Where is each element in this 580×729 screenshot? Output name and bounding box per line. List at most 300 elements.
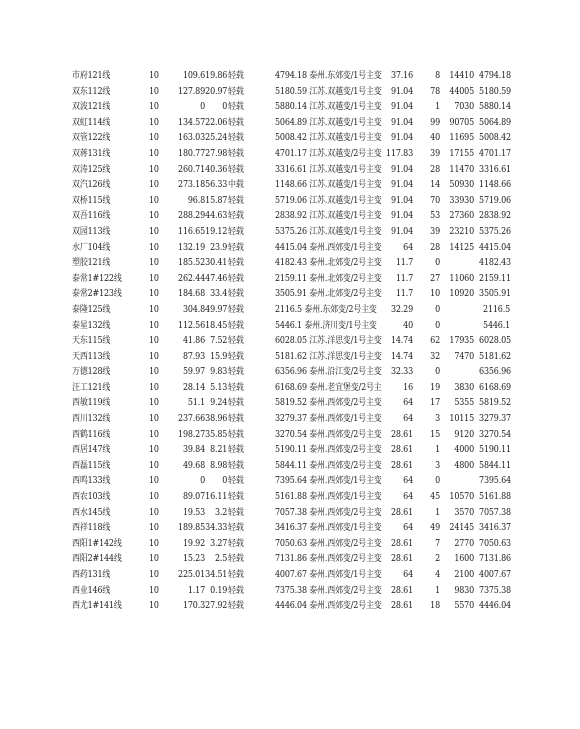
load-rate-cell (205, 536, 244, 552)
load-status-cell (250, 427, 272, 443)
substation-label: 江苏.双越变/1号主变 (309, 194, 382, 206)
capacity-cell: 64 (403, 569, 413, 580)
load-status-label: 轻载 (228, 381, 244, 393)
amount-cell (445, 473, 474, 489)
count-cell: 0 (435, 319, 440, 331)
remaining-capacity-cell: 5180.59 (479, 85, 511, 97)
remaining-capacity-cell: 5719.06 (479, 194, 511, 206)
line-name-cell: 泰常2#123线 (72, 288, 122, 300)
line-name-cell: 双园113线 (72, 225, 111, 237)
capacity-cell: 91.04 (390, 210, 413, 222)
load-status-label: 轻载 (228, 350, 244, 362)
load-rate-cell (205, 427, 244, 443)
voltage-cell: 10 (149, 600, 159, 612)
load-status-cell (250, 146, 272, 162)
load-status-cell (250, 333, 272, 349)
location-cell (275, 536, 382, 552)
current-cell: 51.1 (187, 397, 205, 409)
current-cell: 15.23 (182, 553, 205, 565)
location-cell (275, 473, 382, 489)
line-name-cell: 西鹤116线 (72, 428, 111, 440)
amount-cell: 17935 (449, 335, 474, 347)
table-row (72, 583, 510, 599)
location-cell (275, 130, 382, 146)
load-status-label: 轻载 (228, 272, 244, 284)
remaining-load-value: 7050.63 (275, 537, 307, 549)
voltage-cell: 10 (149, 381, 159, 393)
current-cell: 198.27 (178, 428, 205, 440)
voltage-cell: 10 (149, 70, 159, 81)
voltage-cell: 10 (149, 413, 159, 425)
load-status-label: 轻载 (228, 101, 244, 113)
voltage-cell: 10 (149, 132, 159, 144)
voltage-cell: 10 (149, 85, 159, 97)
substation-label: 泰州.东郊变/2号主变 (304, 303, 377, 315)
capacity-cell: 40 (403, 319, 413, 331)
current-cell: 304.8 (182, 303, 205, 315)
current-cell: 170.3 (182, 600, 205, 612)
remaining-capacity-cell: 4007.67 (479, 569, 511, 580)
voltage-cell: 10 (149, 116, 159, 128)
count-cell: 1 (435, 584, 440, 596)
remaining-load-value: 3505.91 (275, 288, 307, 300)
load-status-label: 轻载 (228, 569, 244, 580)
count-cell: 53 (430, 210, 440, 222)
remaining-load-value: 1148.66 (275, 179, 307, 191)
capacity-cell: 37.16 (390, 70, 413, 81)
amount-cell: 4000 (454, 444, 474, 456)
capacity-cell: 28.61 (390, 444, 413, 456)
line-name-cell: 西业146线 (72, 584, 111, 596)
load-rate-value: 33.4 (210, 288, 228, 300)
substation-label: 泰州.东郊变/1号主变 (309, 70, 382, 81)
remaining-load-value: 4182.43 (275, 257, 307, 269)
load-rate-value: 38.96 (205, 413, 228, 425)
line-name-cell: 泰隆125线 (72, 303, 111, 315)
line-name-cell: 双虹114线 (72, 116, 111, 128)
remaining-capacity-cell: 6356.96 (479, 366, 511, 378)
load-status-label: 轻载 (228, 475, 244, 487)
load-rate-cell (205, 380, 244, 396)
amount-cell: 11470 (449, 163, 474, 175)
remaining-load-value: 4446.04 (275, 600, 307, 612)
line-name-cell: 天东115线 (72, 335, 111, 347)
load-status-label: 轻载 (228, 506, 244, 518)
amount-cell: 23210 (449, 225, 474, 237)
count-cell: 14 (430, 179, 440, 191)
capacity-cell: 91.04 (390, 116, 413, 128)
load-rate-cell (205, 208, 244, 224)
amount-cell: 17155 (449, 147, 474, 159)
remaining-capacity-cell: 4415.04 (479, 241, 511, 253)
load-status-label: 轻载 (228, 444, 244, 456)
load-rate-value: 8.21 (210, 444, 228, 456)
substation-label: 泰州.济川变/1号主变 (304, 319, 377, 331)
load-status-label: 中载 (228, 179, 244, 191)
voltage-cell: 10 (149, 397, 159, 409)
substation-label: 泰州.北郊变/2号主变 (309, 272, 382, 284)
load-rate-value: 0.19 (210, 584, 228, 596)
load-rate-value: 27.92 (205, 600, 228, 612)
substation-label: 泰州.西郊变/1号主变 (309, 569, 382, 580)
count-cell: 8 (435, 70, 440, 81)
substation-label: 江苏.双越变/1号主变 (309, 132, 382, 144)
location-cell (275, 583, 382, 599)
table-row (72, 411, 510, 427)
load-rate-value: 9.24 (210, 397, 228, 409)
load-status-cell (250, 240, 272, 256)
line-name-cell: 西敏119线 (72, 397, 111, 409)
location-cell (275, 442, 382, 458)
load-status-label: 轻载 (228, 366, 244, 378)
remaining-capacity-cell: 6028.05 (479, 335, 511, 347)
load-status-cell (250, 364, 272, 380)
amount-cell: 50930 (449, 179, 474, 191)
current-cell: 96.8 (187, 194, 205, 206)
location-cell (275, 193, 382, 209)
substation-label: 江苏.双越变/1号主变 (309, 210, 382, 222)
substation-label: 江苏.双越变/1号主变 (309, 179, 382, 191)
load-status-label: 轻载 (228, 147, 244, 159)
remaining-load-value: 5719.06 (275, 194, 307, 206)
location-cell (275, 411, 382, 427)
voltage-cell: 10 (149, 210, 159, 222)
table-row (72, 302, 510, 318)
load-status-cell (250, 99, 272, 115)
load-status-cell (250, 395, 272, 411)
load-status-cell (250, 489, 272, 505)
load-rate-cell (205, 146, 244, 162)
amount-cell: 3570 (454, 506, 474, 518)
remaining-capacity-cell: 3279.37 (479, 413, 511, 425)
load-rate-cell (205, 489, 244, 505)
remaining-capacity-cell: 4446.04 (479, 600, 511, 612)
current-cell: 132.19 (178, 241, 205, 253)
remaining-load-value: 6168.69 (275, 381, 307, 393)
load-status-label: 轻载 (228, 288, 244, 300)
load-rate-cell (205, 583, 244, 599)
load-rate-value: 19.12 (205, 225, 228, 237)
load-rate-cell (205, 458, 244, 474)
current-cell: 127.89 (178, 85, 205, 97)
table-row (72, 458, 510, 474)
table-row (72, 349, 510, 365)
voltage-cell: 10 (149, 350, 159, 362)
load-rate-cell (205, 302, 244, 318)
location-cell (275, 567, 382, 583)
load-rate-cell (205, 349, 244, 365)
voltage-cell: 10 (149, 303, 159, 315)
count-cell: 99 (430, 116, 440, 128)
voltage-cell: 10 (149, 584, 159, 596)
capacity-cell: 91.04 (390, 101, 413, 113)
line-name-cell: 双吾116线 (72, 210, 111, 222)
table-row (72, 271, 510, 287)
capacity-cell: 91.04 (390, 132, 413, 144)
load-rate-value: 7.52 (210, 335, 228, 347)
current-cell: 19.92 (182, 537, 205, 549)
amount-cell: 10920 (449, 288, 474, 300)
table-row (72, 395, 510, 411)
load-rate-cell (205, 193, 244, 209)
capacity-cell: 91.04 (390, 179, 413, 191)
voltage-cell: 10 (149, 147, 159, 159)
table-row (72, 240, 510, 256)
substation-label: 泰州.西郊变/2号主变 (309, 537, 382, 549)
line-name-cell: 泰星132线 (72, 319, 111, 331)
amount-cell: 44005 (449, 85, 474, 97)
remaining-load-value: 5880.14 (275, 101, 307, 113)
load-status-cell (250, 567, 272, 583)
remaining-capacity-cell: 7050.63 (479, 537, 511, 549)
current-cell: 237.66 (178, 413, 205, 425)
load-status-label: 轻载 (228, 85, 244, 97)
load-status-label: 轻载 (228, 428, 244, 440)
table-row (72, 427, 510, 443)
current-cell: 288.29 (178, 210, 205, 222)
remaining-load-value: 4794.18 (275, 70, 307, 81)
remaining-capacity-cell: 4794.18 (479, 70, 511, 81)
location-cell (275, 458, 382, 474)
amount-cell (445, 302, 474, 318)
capacity-cell: 14.74 (390, 350, 413, 362)
table-row (72, 505, 510, 521)
current-cell: 112.56 (178, 319, 205, 331)
count-cell: 39 (430, 147, 440, 159)
load-rate-value: 8.98 (210, 459, 228, 471)
load-status-cell (250, 583, 272, 599)
remaining-load-value: 4701.17 (275, 147, 307, 159)
table-row (72, 99, 510, 115)
load-rate-cell (205, 364, 244, 380)
load-rate-value: 18.45 (205, 319, 228, 331)
count-cell: 1 (435, 506, 440, 518)
count-cell: 27 (430, 272, 440, 284)
table-row (72, 193, 510, 209)
line-name-cell: 西居147线 (72, 444, 111, 456)
remaining-capacity-cell: 3270.54 (479, 428, 511, 440)
load-status-label: 轻载 (228, 163, 244, 175)
location-cell (275, 598, 382, 614)
voltage-cell: 10 (149, 241, 159, 253)
line-name-cell: 双东112线 (72, 85, 111, 97)
load-rate-value: 47.46 (205, 272, 228, 284)
capacity-cell: 91.04 (390, 194, 413, 206)
substation-label: 江苏.双越变/1号主变 (309, 163, 382, 175)
substation-label: 泰州.沿江变/2号主变 (309, 366, 382, 378)
remaining-capacity-cell: 4182.43 (479, 257, 511, 269)
amount-cell (445, 255, 474, 271)
location-cell (275, 380, 382, 396)
load-rate-value: 5.13 (210, 381, 228, 393)
load-status-cell (250, 458, 272, 474)
table-row (72, 130, 510, 146)
load-status-label: 轻载 (228, 553, 244, 565)
capacity-cell: 64 (403, 522, 413, 534)
location-cell (275, 240, 382, 256)
count-cell: 78 (430, 85, 440, 97)
amount-cell: 5355 (454, 397, 474, 409)
count-cell: 17 (430, 397, 440, 409)
remaining-load-value: 7395.64 (275, 475, 307, 487)
capacity-cell: 64 (403, 241, 413, 253)
load-status-cell (250, 68, 272, 84)
current-cell: 184.68 (178, 288, 205, 300)
table-row (72, 567, 510, 583)
current-cell: 1.17 (187, 584, 205, 596)
load-status-cell (250, 411, 272, 427)
load-status-label: 轻载 (228, 459, 244, 471)
remaining-load-value: 6356.96 (275, 366, 307, 378)
capacity-cell: 91.04 (390, 163, 413, 175)
load-rate-value: 35.85 (205, 428, 228, 440)
table-row (72, 115, 510, 131)
location-cell (275, 551, 382, 567)
remaining-load-value: 3279.37 (275, 413, 307, 425)
load-rate-cell (205, 99, 244, 115)
remaining-load-value: 5008.42 (275, 132, 307, 144)
remaining-capacity-cell: 5064.89 (479, 116, 511, 128)
substation-label: 江苏.洋思变/1号主变 (309, 350, 382, 362)
load-rate-cell (205, 286, 244, 302)
load-rate-cell (205, 318, 244, 334)
count-cell: 0 (435, 257, 440, 269)
count-cell: 32 (430, 350, 440, 362)
capacity-cell: 32.29 (390, 303, 413, 315)
load-rate-value: 0 (222, 475, 228, 487)
load-rate-cell (205, 84, 244, 100)
location-cell (275, 68, 382, 84)
load-status-label: 轻载 (228, 303, 244, 315)
line-name-cell: 万德128线 (72, 366, 111, 378)
table-row (72, 473, 510, 489)
capacity-cell: 64 (403, 413, 413, 425)
voltage-cell: 10 (149, 101, 159, 113)
amount-cell: 2770 (454, 537, 474, 549)
load-status-label: 轻载 (228, 319, 244, 331)
remaining-capacity-cell: 4701.17 (479, 147, 511, 159)
load-status-cell (250, 162, 272, 178)
load-status-label: 轻载 (228, 194, 244, 206)
remaining-load-value: 4415.04 (275, 241, 307, 253)
load-status-cell (250, 302, 272, 318)
line-name-cell: 泰常1#122线 (72, 272, 122, 284)
table-row (72, 520, 510, 536)
capacity-cell: 64 (403, 491, 413, 503)
remaining-capacity-cell: 2838.92 (479, 210, 511, 222)
voltage-cell: 10 (149, 335, 159, 347)
load-rate-value: 3.2 (214, 506, 228, 518)
current-cell: 41.86 (182, 335, 205, 347)
substation-label: 泰州.西郊变/2号主变 (309, 459, 382, 471)
load-status-cell (250, 520, 272, 536)
load-status-label: 轻载 (228, 522, 244, 534)
load-rate-value: 2.5 (214, 553, 228, 565)
current-cell: 163.03 (178, 132, 205, 144)
load-status-cell (250, 255, 272, 271)
remaining-capacity-cell: 7131.86 (479, 553, 511, 565)
remaining-load-value: 5161.88 (275, 491, 307, 503)
remaining-capacity-cell: 5375.26 (479, 225, 511, 237)
location-cell (275, 333, 382, 349)
capacity-cell: 28.61 (390, 428, 413, 440)
capacity-cell: 11.7 (395, 257, 413, 269)
line-name-cell: 西农103线 (72, 491, 111, 503)
location-cell (275, 318, 377, 334)
count-cell: 3 (435, 413, 440, 425)
count-cell: 0 (435, 303, 440, 315)
load-status-label: 轻载 (228, 132, 244, 144)
current-cell: 49.68 (182, 459, 205, 471)
load-status-cell (250, 380, 272, 396)
count-cell: 15 (430, 428, 440, 440)
load-rate-cell (205, 162, 244, 178)
amount-cell: 4800 (454, 459, 474, 471)
remaining-capacity-cell: 5880.14 (479, 101, 511, 113)
load-status-cell (250, 536, 272, 552)
substation-label: 泰州.西郊变/2号主变 (309, 428, 382, 440)
remaining-capacity-cell: 5008.42 (479, 132, 511, 144)
load-rate-cell (205, 333, 244, 349)
location-cell (275, 177, 382, 193)
load-status-cell (250, 115, 272, 131)
capacity-cell: 28.61 (390, 506, 413, 518)
line-name-cell: 西川132线 (72, 413, 111, 425)
load-rate-value: 34.33 (205, 522, 228, 534)
voltage-cell: 10 (149, 537, 159, 549)
capacity-cell: 11.7 (395, 272, 413, 284)
remaining-load-value: 5446.1 (275, 319, 302, 331)
voltage-cell: 10 (149, 272, 159, 284)
load-status-label: 轻载 (228, 70, 244, 81)
load-rate-cell (205, 395, 244, 411)
amount-cell: 3830 (454, 381, 474, 393)
voltage-cell: 10 (149, 522, 159, 534)
load-rate-value: 44.63 (205, 210, 228, 222)
substation-label: 泰州.西郊变/1号主变 (309, 475, 382, 487)
line-name-cell: 西药131线 (72, 569, 111, 580)
table-row (72, 146, 510, 162)
voltage-cell: 10 (149, 319, 159, 331)
location-cell (275, 364, 382, 380)
substation-label: 泰州.西郊变/2号主变 (309, 553, 382, 565)
load-rate-cell (205, 130, 244, 146)
capacity-cell: 28.61 (390, 584, 413, 596)
location-cell (275, 427, 382, 443)
remaining-capacity-cell: 5446.1 (483, 319, 510, 331)
load-status-cell (250, 318, 272, 334)
table-row (72, 177, 510, 193)
substation-label: 江苏.双越变/1号主变 (309, 116, 382, 128)
remaining-load-value: 5064.89 (275, 116, 307, 128)
capacity-cell: 91.04 (390, 225, 413, 237)
line-name-cell: 双管122线 (72, 132, 111, 144)
current-cell: 0 (200, 101, 205, 113)
amount-cell: 11060 (449, 272, 474, 284)
capacity-cell: 91.04 (390, 85, 413, 97)
table-row (72, 364, 510, 380)
load-status-cell (250, 224, 272, 240)
substation-label: 泰州.西郊变/1号主变 (309, 241, 382, 253)
location-cell (275, 395, 382, 411)
load-status-label: 轻载 (228, 241, 244, 253)
substation-label: 泰州.西郊变/2号主变 (309, 506, 382, 518)
location-cell (275, 84, 382, 100)
load-status-label: 轻载 (228, 537, 244, 549)
load-rate-cell (205, 68, 244, 84)
count-cell: 0 (435, 475, 440, 487)
load-rate-value: 16.11 (205, 491, 228, 503)
